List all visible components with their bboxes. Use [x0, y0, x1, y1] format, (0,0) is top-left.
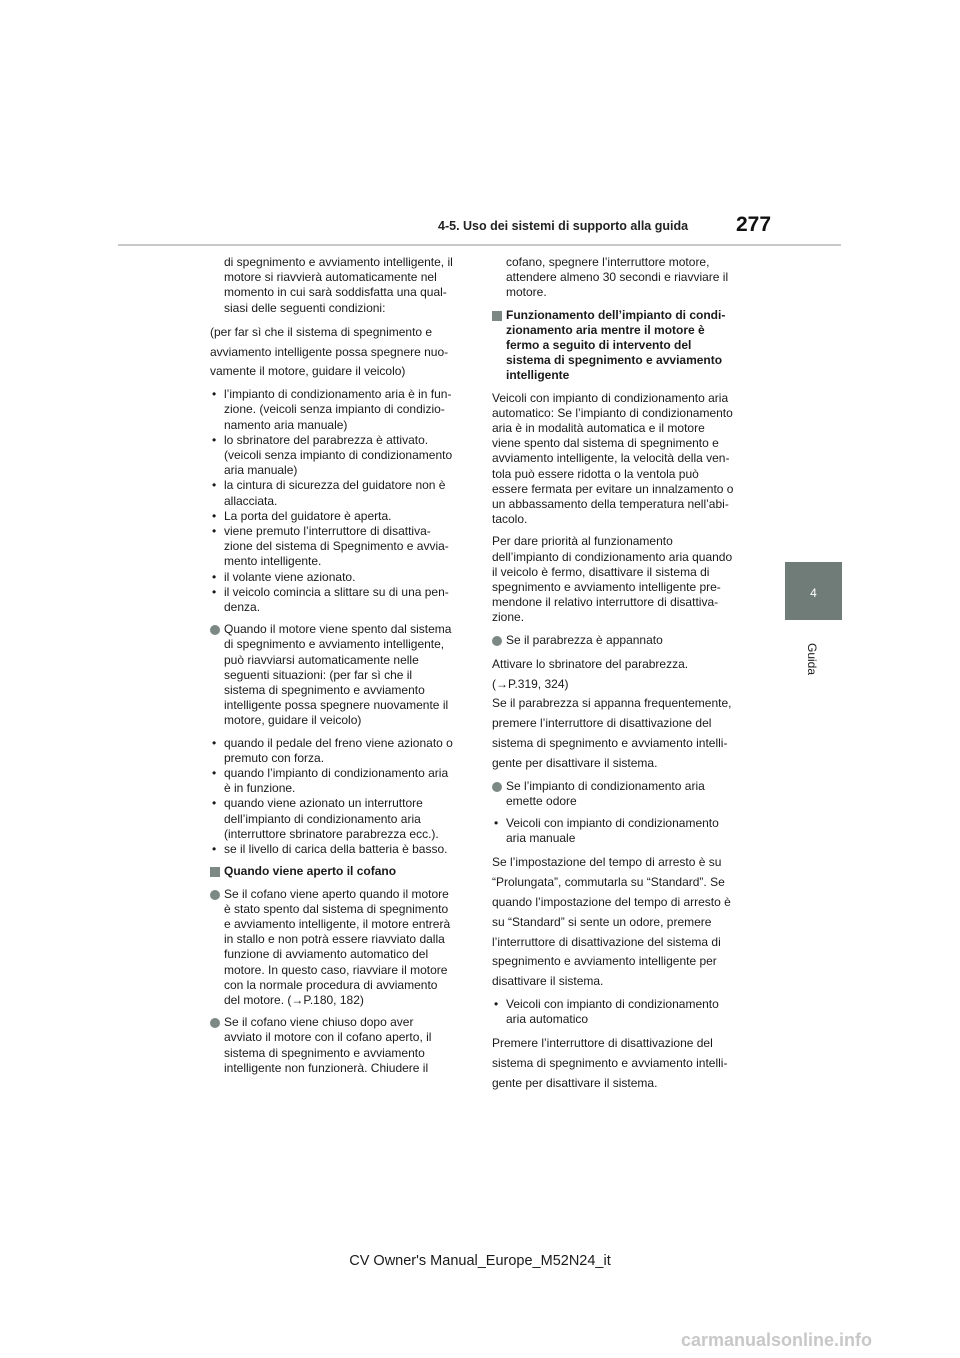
paragraph: l’interruttore di disattivazione del sistema di — [492, 934, 721, 949]
circle-bullet-paragraph — [210, 887, 470, 1009]
text-line: zionamento aria mentre il motore è — [506, 322, 705, 337]
circle-bullet-paragraph — [492, 779, 752, 809]
text-line: mento intelligente. — [224, 554, 322, 569]
text-line: con la normale procedura di avviamento — [224, 977, 438, 992]
circle-bullet-paragraph — [210, 622, 470, 728]
list-item — [210, 570, 470, 585]
text-line: seguenti situazioni: (per far sì che il — [224, 667, 413, 682]
list-item — [210, 433, 470, 479]
text-line: zione. (veicoli senza impianto di condizio- — [224, 402, 445, 417]
bullet-dot-icon: • — [212, 584, 217, 599]
bullet-dot-icon: • — [212, 766, 217, 781]
bullet-dot-icon: • — [212, 796, 217, 811]
text-line: intelligente — [506, 368, 570, 383]
text-line: può riavviarsi automaticamente nelle — [224, 652, 419, 667]
section-heading — [210, 864, 470, 879]
bullet-list — [210, 387, 470, 615]
bullet-dot-icon: • — [212, 478, 217, 493]
list-item — [210, 509, 470, 524]
circle-bullet-icon — [492, 782, 502, 792]
text-line: sistema di spegnimento e avviamento — [506, 353, 723, 368]
text-line: lo sbrinatore del parabrezza è attivato. — [224, 432, 429, 447]
bullet-dot-icon: • — [212, 735, 217, 750]
paragraph: Se il parabrezza si appanna frequentemente, — [492, 696, 732, 711]
text-line: intelligente non funzionerà. Chiudere il — [224, 1060, 429, 1075]
paragraph: spegnimento e avviamento intelligente per — [492, 954, 717, 969]
text-line: quando il pedale del freno viene azionato o — [224, 735, 453, 750]
watermark: carmanualsonline.info — [681, 1330, 873, 1350]
section-title: 4-5. Uso dei sistemi di supporto alla guida — [438, 219, 689, 233]
list-item — [210, 796, 470, 842]
text-line: sistema di spegnimento e avviamento — [224, 1045, 425, 1060]
text-line: spegnimento e avviamento intelligente pre- — [492, 580, 721, 595]
text-line: aria manuale) — [224, 463, 298, 478]
text-line: tacolo. — [492, 512, 528, 527]
paragraph: vamente il motore, guidare il veicolo) — [210, 364, 406, 379]
text-line: aria manuale — [506, 831, 576, 846]
text-line: allacciata. — [224, 493, 278, 508]
list-item — [210, 524, 470, 570]
bullet-dot-icon: • — [494, 816, 499, 831]
text-line: funzione di avviamento automatico del — [224, 947, 429, 962]
bullet-dot-icon: • — [212, 387, 217, 402]
text-line: viene premuto l’interruttore di disattiva- — [224, 524, 431, 539]
text-line: essere fermata per evitare un innalzamento o — [492, 481, 734, 496]
text-line: automatico: Se l’impianto di condizionamento — [492, 405, 733, 420]
list-item — [492, 816, 752, 846]
text-line: sistema di spegnimento e avviamento — [224, 683, 425, 698]
header-divider — [118, 244, 841, 246]
text-line: zione. — [492, 610, 525, 625]
list-item — [210, 766, 470, 796]
circle-bullet-icon — [210, 1018, 220, 1028]
bullet-dot-icon: • — [212, 508, 217, 523]
text-line: tola può essere ridotta o la ventola può — [492, 466, 699, 481]
paragraph: (per far sì che il sistema di spegnimento e — [210, 324, 433, 339]
text-line: in stallo e non potrà essere riavviato dalla — [224, 932, 445, 947]
paragraph — [492, 534, 752, 625]
left-column — [210, 255, 470, 1083]
bullet-dot-icon: • — [212, 524, 217, 539]
paragraph — [492, 391, 752, 528]
paragraph — [210, 255, 470, 316]
bullet-list — [210, 736, 470, 858]
bullet-dot-icon: • — [494, 997, 499, 1012]
section-heading — [492, 308, 752, 384]
chapter-number: 4 — [810, 586, 817, 600]
text-line: motore si riavvierà automaticamente nel — [224, 270, 437, 285]
list-item — [210, 736, 470, 766]
paragraph: sistema di spegnimento e avviamento intelli- — [492, 736, 728, 751]
paragraph: gente per disattivare il sistema. — [492, 755, 658, 770]
text-line: il veicolo comincia a slittare su di una pen- — [224, 584, 449, 599]
circle-bullet-icon — [210, 890, 220, 900]
heading-text: Quando viene aperto il cofano — [224, 864, 397, 879]
text-line: mendone il relativo interruttore di disattiva- — [492, 595, 719, 610]
text-line: Se il parabrezza è appannato — [506, 632, 663, 647]
text-line: cofano, spegnere l’interruttore motore, — [506, 255, 710, 269]
text-line: dell’impianto di condizionamento aria — [224, 811, 421, 826]
right-column — [492, 255, 752, 1099]
text-line: il volante viene azionato. — [224, 569, 356, 584]
text-line: e avviamento intelligente, il motore entrerà — [224, 916, 451, 931]
text-line: quando viene azionato un interruttore — [224, 796, 423, 811]
bullet-dot-icon: • — [212, 842, 217, 857]
text-line: attendere almeno 30 secondi e riavviare il — [506, 270, 729, 285]
list-item — [492, 997, 752, 1027]
text-line: motore. In questo caso, riavviare il motore — [224, 962, 448, 977]
chapter-label: Guida — [805, 642, 819, 676]
text-line: La porta del guidatore è aperta. — [224, 508, 392, 523]
text-line: namento aria manuale) — [224, 417, 348, 432]
text-line: Quando il motore viene spento dal sistema — [224, 622, 452, 637]
bullet-dot-icon: • — [212, 432, 217, 447]
paragraph: su “Standard” si sente un odore, premere — [492, 914, 712, 929]
paragraph: Se l’impostazione del tempo di arresto è su — [492, 855, 722, 870]
text-line: avviato il motore con il cofano aperto, il — [224, 1030, 432, 1045]
text-line: Veicoli con impianto di condizionamento — [506, 816, 719, 831]
circle-bullet-icon — [210, 625, 220, 635]
circle-bullet-icon — [492, 636, 502, 646]
text-line: momento in cui sarà soddisfatta una qual- — [224, 285, 447, 300]
square-bullet-icon — [210, 867, 220, 877]
page-number: 277 — [736, 213, 772, 236]
paragraph — [492, 255, 752, 301]
text-line: un abbassamento della temperatura nell’abi- — [492, 497, 729, 512]
text-line: di spegnimento e avviamento intelligente, — [224, 637, 445, 652]
text-line: il veicolo è fermo, disattivare il sistema di — [492, 564, 710, 579]
text-line: dell’impianto di condizionamento aria quando — [492, 549, 733, 564]
text-line: quando l’impianto di condizionamento aria — [224, 766, 449, 781]
text-line: Per dare priorità al funzionamento — [492, 534, 673, 549]
circle-bullet-paragraph — [492, 633, 752, 648]
list-item — [210, 585, 470, 615]
paragraph: disattivare il sistema. — [492, 974, 604, 989]
text-line: siasi delle seguenti condizioni: — [224, 300, 386, 315]
bullet-dot-icon: • — [212, 569, 217, 584]
text-line: (veicoli senza impianto di condizionamento — [224, 448, 453, 463]
text-line: (interruttore sbrinatore parabrezza ecc.). — [224, 826, 439, 841]
paragraph: “Prolungata”, commutarla su “Standard”. Se — [492, 875, 725, 890]
list-item — [210, 842, 470, 857]
square-bullet-icon — [492, 311, 502, 321]
text-line: motore, guidare il veicolo) — [224, 713, 362, 728]
text-line: la cintura di sicurezza del guidatore non è — [224, 478, 446, 493]
text-line: Se il cofano viene aperto quando il motore — [224, 886, 449, 901]
text-line: Funzionamento dell’impianto di condi- — [506, 307, 726, 322]
text-line: premuto con forza. — [224, 750, 325, 765]
bullet-list — [492, 816, 752, 846]
bullet-list — [492, 997, 752, 1027]
text-line: Veicoli con impianto di condizionamento aria — [492, 390, 729, 405]
text-line: se il livello di carica della batteria è basso. — [224, 842, 448, 857]
text-line: aria è in modalità automatica e il motore — [492, 421, 705, 436]
text-line: denza. — [224, 600, 261, 615]
paragraph: quando l’impostazione del tempo di arresto è — [492, 895, 731, 910]
text-line: Veicoli con impianto di condizionamento — [506, 997, 719, 1012]
paragraph: avviamento intelligente possa spegnere nuo- — [210, 344, 449, 359]
text-line: l’impianto di condizionamento aria è in fun- — [224, 387, 452, 402]
paragraph: Attivare lo sbrinatore del parabrezza. — [492, 656, 689, 671]
paragraph: premere l’interruttore di disattivazione del — [492, 716, 712, 731]
text-line: Se l’impianto di condizionamento aria — [506, 778, 705, 793]
text-line: di spegnimento e avviamento intelligente, il — [224, 255, 453, 269]
paragraph: gente per disattivare il sistema. — [492, 1076, 658, 1091]
text-line: intelligente possa spegnere nuovamente il — [224, 698, 449, 713]
text-line: viene spento dal sistema di spegnimento e — [492, 436, 719, 451]
circle-bullet-paragraph — [210, 1015, 470, 1076]
text-line: aria automatico — [506, 1012, 589, 1027]
paragraph: (→P.319, 324) — [492, 676, 569, 691]
text-line: emette odore — [506, 793, 577, 808]
paragraph: Premere l’interruttore di disattivazione del — [492, 1036, 713, 1051]
text-line: del motore. (→P.180, 182) — [224, 992, 364, 1007]
list-item — [210, 387, 470, 433]
text-line: è in funzione. — [224, 781, 296, 796]
footer-manual-id: CV Owner's Manual_Europe_M52N24_it — [349, 1253, 611, 1269]
text-line: fermo a seguito di intervento del — [506, 338, 692, 353]
list-item — [210, 478, 470, 508]
text-line: zione del sistema di Spegnimento e avvia- — [224, 539, 449, 554]
paragraph: sistema di spegnimento e avviamento intelli- — [492, 1056, 728, 1071]
text-line: motore. — [506, 285, 547, 300]
text-line: avviamento intelligente, la velocità della ven- — [492, 451, 730, 466]
text-line: Se il cofano viene chiuso dopo aver — [224, 1015, 414, 1030]
text-line: è stato spento dal sistema di spegnimento — [224, 901, 449, 916]
